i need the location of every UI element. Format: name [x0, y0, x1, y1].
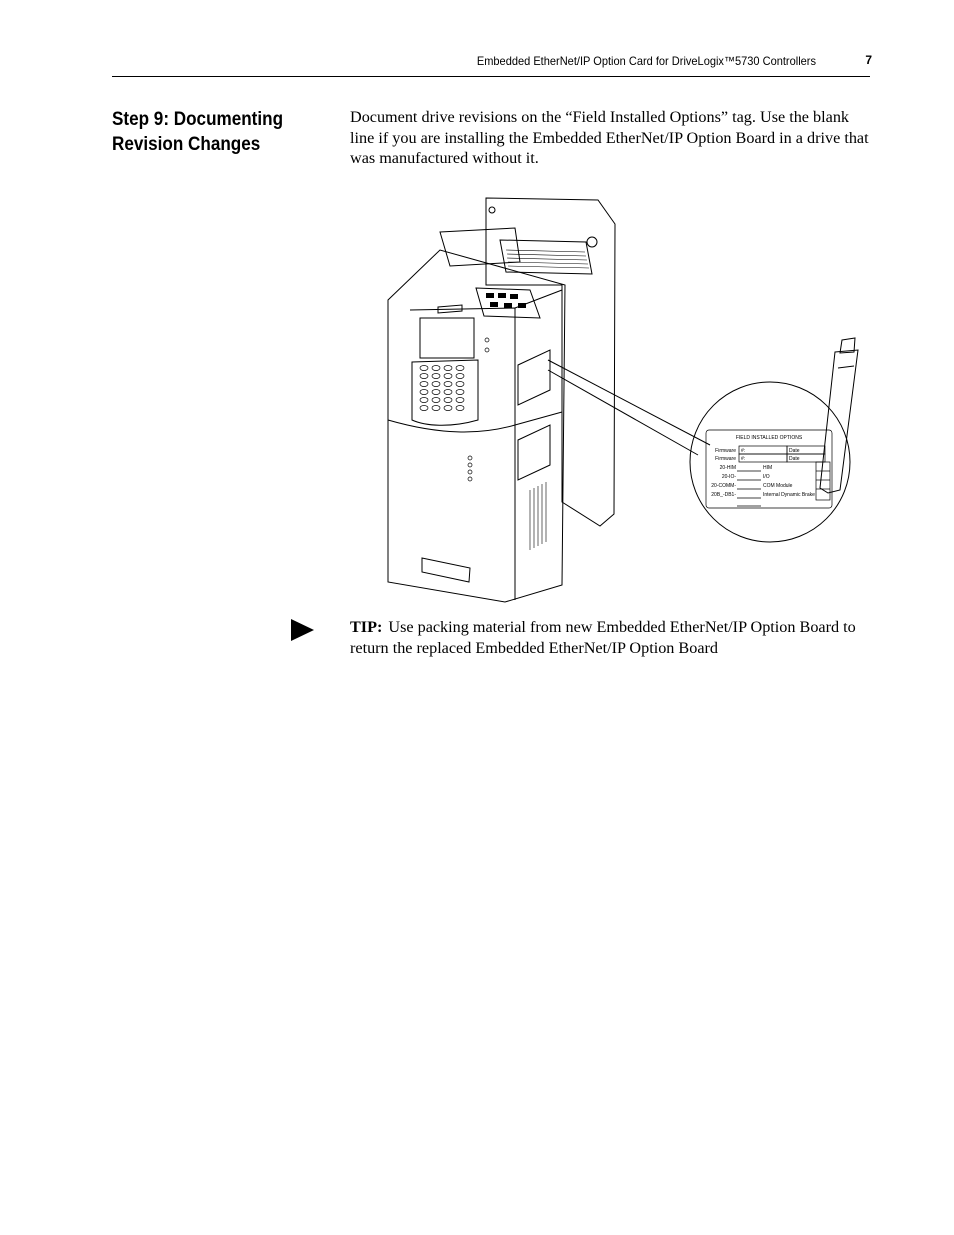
tag-row3-label: 20-HIM	[719, 465, 736, 471]
tag-row3-option: HIM	[763, 465, 773, 471]
tip-label: TIP:	[350, 618, 383, 636]
tag-row5-label: 20-COMM-	[711, 483, 736, 489]
tag-row6-label: 20B_-DB1-	[711, 492, 736, 498]
tag-row2-number: #:	[741, 456, 746, 462]
tag-row6-option: Internal Dynamic Brake	[763, 492, 815, 498]
tag-row1-number: #:	[741, 448, 746, 454]
running-header: Embedded EtherNet/IP Option Card for DriveLogix™5730 Controllers	[476, 54, 816, 68]
drive-figure	[380, 190, 870, 613]
tag-row2-date: Date	[789, 456, 800, 462]
tip-arrow-icon	[291, 619, 315, 646]
section-heading: Step 9: Documenting Revision Changes	[112, 109, 284, 155]
page-number: 7	[865, 53, 872, 67]
tag-row4-option: I/O	[763, 474, 770, 480]
tag-title: FIELD INSTALLED OPTIONS	[735, 435, 803, 441]
tip-paragraph	[350, 617, 875, 658]
tag-row1-label: Firmware	[715, 448, 736, 454]
drive-illustration	[380, 190, 870, 608]
tag-row5-option: COM Module	[763, 483, 793, 489]
tip-body: Use packing material from new Embedded EtherNet/IP Option Board to return the replaced Embedded EtherNet/IP Option Board	[350, 618, 856, 657]
body-paragraph: Document drive revisions on the “Field Installed Options” tag. Use the blank line if you are installing the Embedded EtherNet/IP Option Board in a drive that was manufactured without it.	[350, 108, 869, 167]
tag-row1-date: Date	[789, 448, 800, 454]
header-rule	[112, 76, 870, 77]
tag-row4-label: 20-IO-	[721, 474, 736, 480]
tag-row2-label: Firmware	[715, 456, 736, 462]
